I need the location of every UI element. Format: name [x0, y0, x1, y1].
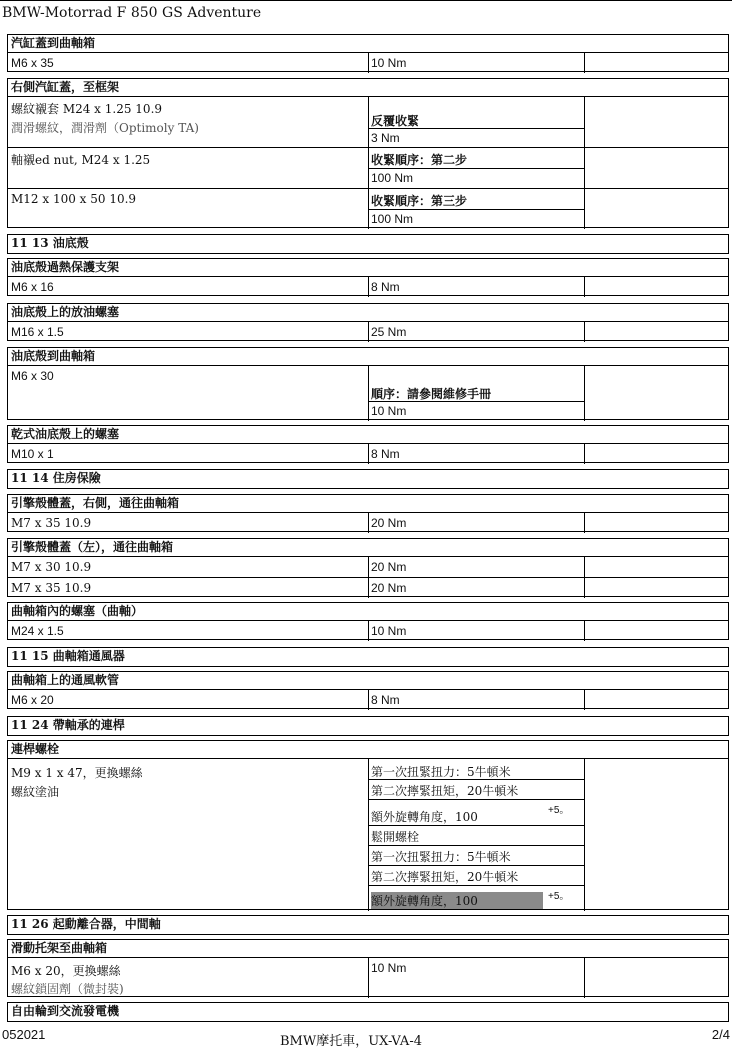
- section-engine-cover-right: [7, 494, 729, 532]
- footer-code: 052021: [2, 1027, 46, 1042]
- section-crankcase-ventilation: [7, 647, 729, 667]
- section-title: 右側汽缸蓋，至框架: [8, 79, 728, 97]
- top-rule: [0, 0, 732, 1]
- torque-cell: 10 Nm: [371, 404, 407, 418]
- procedure-label: 順序：請參閱維修手冊: [371, 387, 492, 401]
- section-vent-hose: [7, 671, 729, 709]
- section-connecting-rod: [7, 716, 729, 736]
- torque-cell: 20 Nm: [371, 581, 407, 595]
- spec-cell: M16 x 1.5: [11, 325, 64, 339]
- step-5: 第一次扭緊扭力：5牛頓米: [371, 850, 511, 864]
- spec-cell: 螺紋襯套 M24 x 1.25 10.9: [11, 102, 163, 116]
- spec-cell: M7 x 35 10.9: [11, 581, 92, 595]
- step-1: 第一次扭緊扭力：5牛頓米: [371, 765, 511, 779]
- section-dry-sump-plug: [7, 425, 729, 463]
- torque-cell: 10 Nm: [371, 56, 407, 70]
- section-oil-pan: [7, 234, 729, 254]
- section-sliding-bracket: [7, 939, 729, 997]
- section-title: 自由輪到交流發電機: [11, 1004, 120, 1018]
- section-freewheel-to-alternator: [7, 1002, 729, 1022]
- section-connecting-rod-bolts: [7, 740, 729, 910]
- torque-cell: 8 Nm: [371, 280, 400, 294]
- section-title: 滑動托架至曲軸箱: [8, 940, 728, 958]
- section-title: 油底殼到曲軸箱: [8, 348, 728, 366]
- spec-cell: M6 x 20: [11, 693, 54, 707]
- section-title: 引擎殼體蓋（左），通往曲軸箱: [8, 539, 728, 557]
- section-title: 11 26 起動離合器，中間軸: [11, 917, 161, 931]
- section-title: 汽缸蓋到曲軸箱: [8, 35, 728, 53]
- torque-cell: 20 Nm: [371, 560, 407, 574]
- spec-cell: M12 x 100 x 50 10.9: [11, 192, 137, 206]
- section-title: 11 24 帶軸承的連桿: [11, 718, 125, 732]
- spec-cell: M10 x 1: [11, 447, 54, 461]
- torque-cell: 100 Nm: [371, 171, 414, 185]
- section-engine-cover-left: [7, 538, 729, 597]
- table-row: [8, 189, 728, 229]
- table-row: [8, 148, 728, 189]
- section-title: 曲軸箱內的螺塞（曲軸）: [8, 603, 728, 621]
- spec-cell: M7 x 30 10.9: [11, 560, 92, 574]
- table-row: [8, 444, 728, 464]
- section-title: 曲軸箱上的通風軟管: [8, 672, 728, 690]
- table-row: [8, 759, 728, 911]
- table-row: [8, 277, 728, 297]
- section-title: 11 15 曲軸箱通風器: [11, 649, 125, 663]
- torque-cell: 20 Nm: [371, 516, 407, 530]
- section-title: 連桿螺栓: [8, 741, 728, 759]
- section-title: 11 14 住房保險: [11, 471, 101, 485]
- spec-cell: M6 x 20，更換螺絲: [11, 964, 121, 978]
- section-housing: [7, 469, 729, 489]
- step-4: 鬆開螺栓: [371, 830, 420, 844]
- step-7-highlighted: 額外旋轉角度，100: [371, 892, 543, 909]
- table-row: [8, 97, 728, 148]
- spec-cell: M6 x 30: [11, 369, 54, 383]
- note-text: 螺紋鎖固劑（微封裝): [11, 982, 124, 996]
- spec-cell: M6 x 16: [11, 280, 54, 294]
- section-oil-pan-to-crankcase: [7, 347, 729, 420]
- torque-cell: 8 Nm: [371, 693, 400, 707]
- step-2: 第二次擰緊扭矩，20牛頓米: [371, 784, 519, 798]
- procedure-label: 收緊順序：第三步: [371, 194, 468, 208]
- table-row: [8, 322, 728, 342]
- section-crankcase-plug: [7, 602, 729, 640]
- torque-cell: 10 Nm: [371, 624, 407, 638]
- procedure-label: 反覆收緊: [371, 114, 420, 128]
- tolerance: +5。: [548, 891, 570, 902]
- section-title: 引擎殼體蓋，右側，通往曲軸箱: [8, 495, 728, 513]
- spec-cell: M24 x 1.5: [11, 624, 64, 638]
- spec-cell: 軸襯ed nut, M24 x 1.25: [11, 153, 151, 167]
- table-row: [8, 366, 728, 421]
- section-title: 油底殼過熱保護支架: [8, 259, 728, 277]
- section-cylinder-head-to-crankcase: [7, 34, 729, 72]
- torque-cell: 100 Nm: [371, 212, 414, 226]
- spec-cell: M7 x 35 10.9: [11, 516, 92, 530]
- notes-cell: [584, 53, 728, 73]
- section-title: 油底殼上的放油螺塞: [8, 304, 728, 322]
- table-row: [8, 621, 728, 641]
- section-oil-pan-heat-shield-bracket: [7, 258, 729, 296]
- torque-cell: 25 Nm: [371, 325, 407, 339]
- torque-cell: 8 Nm: [371, 447, 400, 461]
- table-row: [8, 690, 728, 710]
- section-oil-drain-plug: [7, 303, 729, 341]
- spec-cell: M9 x 1 x 47，更換螺絲: [11, 766, 143, 780]
- step-3: 額外旋轉角度，100: [371, 810, 478, 824]
- note-text: 螺紋塗油: [11, 785, 60, 799]
- table-row: [8, 578, 728, 598]
- step-6: 第二次擰緊扭矩，20牛頓米: [371, 870, 519, 884]
- document-header: BMW-Motorrad F 850 GS Adventure: [2, 5, 262, 21]
- section-title: 乾式油底殼上的螺塞: [8, 426, 728, 444]
- tolerance: +5。: [548, 805, 570, 816]
- table-row: [8, 53, 728, 73]
- procedure-label: 收緊順序：第二步: [371, 153, 468, 167]
- table-row: [8, 513, 728, 533]
- table-row: [8, 557, 728, 578]
- section-title: 11 13 油底殼: [11, 236, 89, 250]
- page-number: 2/4: [711, 1027, 730, 1042]
- section-right-cylinder-head-to-frame: [7, 78, 729, 228]
- spec-cell: M6 x 35: [11, 56, 54, 70]
- table-row: [8, 958, 728, 998]
- section-starter-clutch: [7, 915, 729, 935]
- torque-cell: 3 Nm: [371, 131, 400, 145]
- torque-cell: 10 Nm: [371, 961, 407, 975]
- note-text: 潤滑螺紋，潤滑劑（Optimoly TA): [11, 121, 199, 135]
- footer-title: BMW摩托車，UX-VA-4: [280, 1034, 422, 1049]
